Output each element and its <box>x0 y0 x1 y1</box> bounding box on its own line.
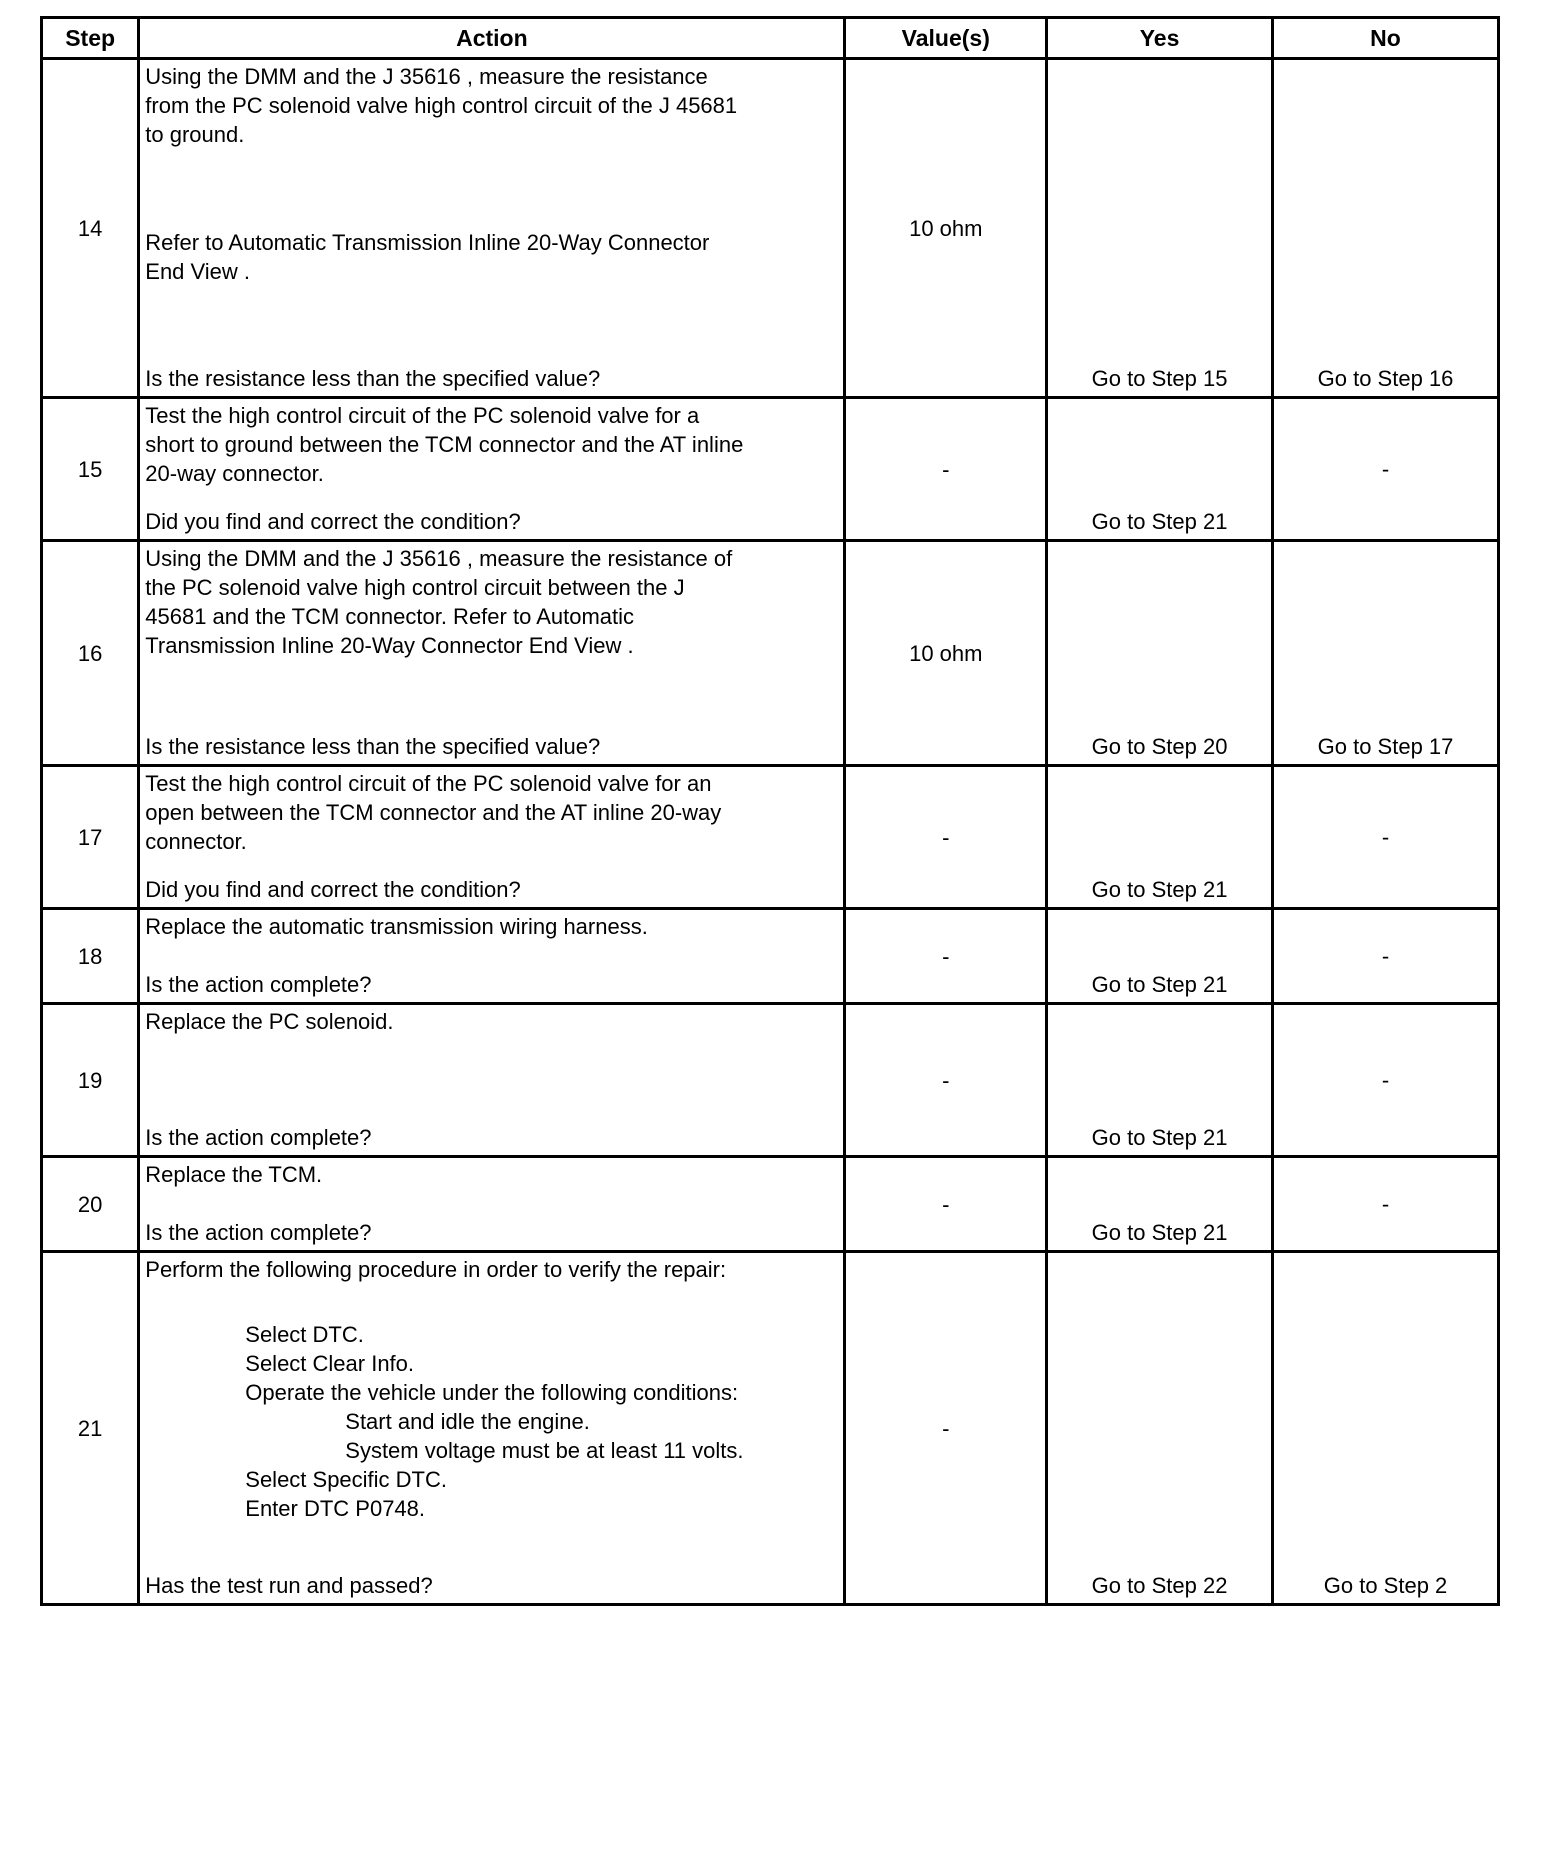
header-step: Step <box>42 18 139 59</box>
yes-goto: Go to Step 22 <box>1091 1573 1228 1598</box>
no-cell <box>1273 1157 1499 1252</box>
no-cell <box>1273 1252 1499 1605</box>
header-action: Action <box>139 18 845 59</box>
table-row <box>42 1004 1499 1157</box>
yes-goto: Go to Step 15 <box>1091 366 1228 391</box>
procedure-step: Select Clear Info. <box>245 1351 415 1376</box>
action-text: Using the DMM and the J 35616 , measure the resistance of the PC solenoid valve high control circuit between the J 45681 and the TCM connector. Refer to Automatic Transmission Inline 20-Way Connector End View . <box>145 546 733 658</box>
no-cell <box>1273 398 1499 541</box>
action-question: Did you find and correct the condition? <box>145 877 521 902</box>
action-cell <box>139 1157 845 1252</box>
action-question: Is the resistance less than the specified value? <box>145 734 601 759</box>
yes-goto: Go to Step 21 <box>1091 877 1228 902</box>
yes-goto: Go to Step 21 <box>1091 509 1228 534</box>
action-text: Replace the TCM. <box>145 1162 323 1187</box>
action-cell <box>139 59 845 398</box>
yes-cell <box>1047 59 1273 398</box>
header-values: Value(s) <box>845 18 1047 59</box>
procedure-step: Select Specific DTC. <box>245 1467 447 1492</box>
no-goto: - <box>1381 456 1390 482</box>
no-goto: - <box>1381 824 1390 850</box>
value-cell: - <box>845 1004 1047 1157</box>
procedure-step: Operate the vehicle under the following conditions: <box>245 1380 739 1405</box>
header-yes: Yes <box>1047 18 1273 59</box>
action-cell <box>139 766 845 909</box>
action-text: Test the high control circuit of the PC solenoid valve for a short to ground between the TCM connector and the AT inline 20-way connector. <box>145 403 744 486</box>
table-row <box>42 1157 1499 1252</box>
yes-cell <box>1047 766 1273 909</box>
procedure-substep: Start and idle the engine. <box>345 1409 590 1434</box>
action-text: Using the DMM and the J 35616 , measure the resistance from the PC solenoid valve high control circuit of the J 45681 to ground. <box>145 64 738 147</box>
no-cell <box>1273 541 1499 766</box>
action-text: Test the high control circuit of the PC solenoid valve for an open between the TCM connector and the AT inline 20-way connector. <box>145 771 722 854</box>
table-row <box>42 541 1499 766</box>
yes-goto: Go to Step 21 <box>1091 1220 1228 1245</box>
action-text: Replace the PC solenoid. <box>145 1009 394 1034</box>
action-text: Perform the following procedure in order to verify the repair: <box>145 1257 727 1282</box>
yes-cell <box>1047 398 1273 541</box>
action-question: Is the action complete? <box>145 1220 372 1245</box>
header-row <box>42 18 1499 59</box>
procedure-substep: System voltage must be at least 11 volts. <box>345 1438 744 1463</box>
yes-goto: Go to Step 21 <box>1091 972 1228 997</box>
procedure-step: Select DTC. <box>245 1322 364 1347</box>
action-question: Has the test run and passed? <box>145 1573 433 1598</box>
step-number: 14 <box>42 59 139 398</box>
action-text: Replace the automatic transmission wiring harness. <box>145 914 648 939</box>
no-cell <box>1273 1004 1499 1157</box>
action-question: Did you find and correct the condition? <box>145 509 521 534</box>
action-cell <box>139 1252 845 1605</box>
no-goto: - <box>1381 1191 1390 1217</box>
yes-cell <box>1047 1252 1273 1605</box>
yes-cell <box>1047 909 1273 1004</box>
action-cell <box>139 909 845 1004</box>
table-row <box>42 398 1499 541</box>
action-reference: Refer to Automatic Transmission Inline 20-Way Connector End View . <box>145 229 710 284</box>
yes-cell <box>1047 541 1273 766</box>
step-number: 20 <box>42 1157 139 1252</box>
no-goto: - <box>1381 1067 1390 1093</box>
value-cell: - <box>845 398 1047 541</box>
step-number: 16 <box>42 541 139 766</box>
diagnostic-table <box>40 16 1500 1606</box>
yes-goto: Go to Step 20 <box>1091 734 1228 759</box>
value-cell: - <box>845 766 1047 909</box>
no-goto: Go to Step 2 <box>1323 1573 1448 1598</box>
step-number: 19 <box>42 1004 139 1157</box>
action-question: Is the resistance less than the specified value? <box>145 366 601 391</box>
no-goto: - <box>1381 943 1390 969</box>
no-goto: Go to Step 17 <box>1317 734 1454 759</box>
step-number: 18 <box>42 909 139 1004</box>
action-question: Is the action complete? <box>145 972 372 997</box>
no-cell <box>1273 766 1499 909</box>
yes-cell <box>1047 1157 1273 1252</box>
yes-cell <box>1047 1004 1273 1157</box>
step-number: 21 <box>42 1252 139 1605</box>
no-cell <box>1273 59 1499 398</box>
step-number: 15 <box>42 398 139 541</box>
no-goto: Go to Step 16 <box>1317 366 1454 391</box>
table-row <box>42 59 1499 398</box>
value-cell: 10 ohm <box>845 541 1047 766</box>
table-row <box>42 1252 1499 1605</box>
value-cell: - <box>845 1157 1047 1252</box>
action-question: Is the action complete? <box>145 1125 372 1150</box>
table-row <box>42 766 1499 909</box>
value-cell: - <box>845 1252 1047 1605</box>
action-cell <box>139 1004 845 1157</box>
step-number: 17 <box>42 766 139 909</box>
no-cell <box>1273 909 1499 1004</box>
value-cell: - <box>845 909 1047 1004</box>
procedure-step: Enter DTC P0748. <box>245 1496 426 1521</box>
header-no: No <box>1273 18 1499 59</box>
action-cell <box>139 541 845 766</box>
action-cell <box>139 398 845 541</box>
yes-goto: Go to Step 21 <box>1091 1125 1228 1150</box>
table-row <box>42 909 1499 1004</box>
value-cell: 10 ohm <box>845 59 1047 398</box>
